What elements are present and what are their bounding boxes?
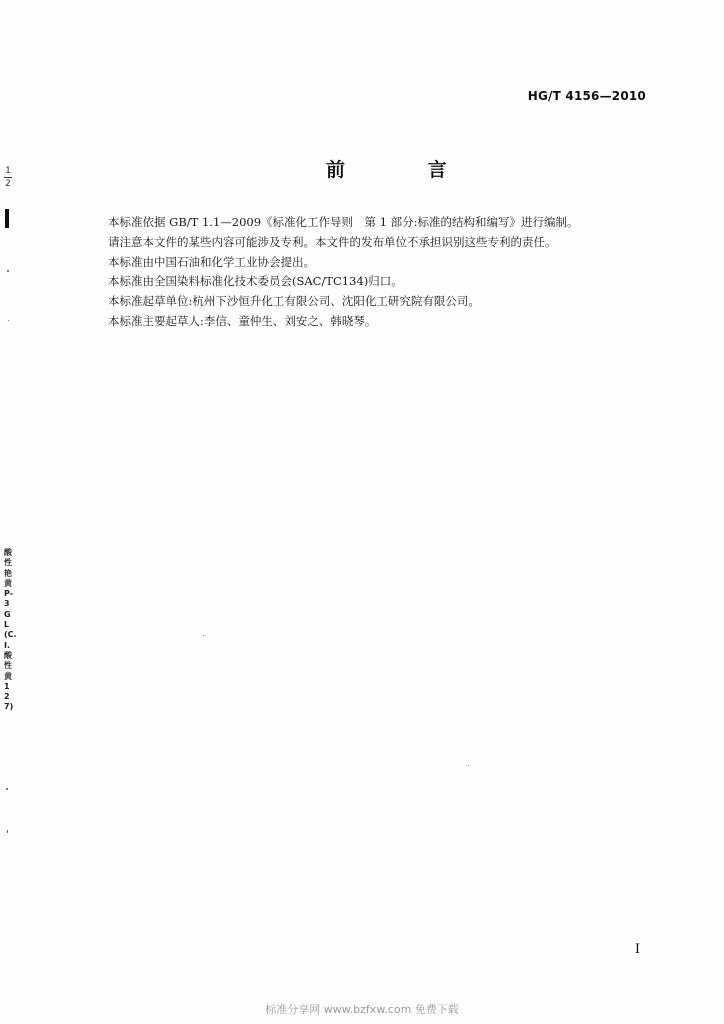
- scan-speck: [7, 830, 8, 833]
- paragraph-basis: 本标准依据 GB/T 1.1—2009《标准化工作导则 第 1 部分:标准的结构和编写》进行编制。: [108, 215, 579, 229]
- scan-speck: [468, 765, 469, 766]
- footer-watermark: 标准分享网 www.bzfxw.com 免费下载: [265, 1003, 459, 1016]
- scan-speck: [6, 788, 8, 790]
- scan-speck: [7, 270, 9, 272]
- paragraph-drafters: 本标准主要起草人:李信、童仲生、刘安之、韩晓琴。: [108, 313, 377, 328]
- paragraph-patent-notice: 请注意本文件的某些内容可能涉及专利。本文件的发布单位不承担识别这些专利的责任。: [108, 234, 557, 249]
- standard-number: HG/T 4156—2010: [527, 89, 646, 103]
- margin-mark: [5, 209, 9, 228]
- paragraph-drafting-organizations: 本标准起草单位:杭州下沙恒升化工有限公司、沈阳化工研究院有限公司。: [108, 294, 480, 309]
- paragraph-proposer: 本标准由中国石油和化学工业协会提出。: [108, 254, 315, 269]
- margin-fraction: [4, 166, 12, 189]
- scan-speck: [8, 320, 9, 321]
- paragraph-technical-committee: 本标准由全国染料标准化技术委员会(SAC/TC134)归口。: [108, 274, 403, 289]
- page-number: I: [634, 942, 640, 957]
- fraction-denominator: 2: [5, 179, 11, 189]
- scan-speck: [203, 635, 204, 636]
- foreword-body: [108, 213, 648, 332]
- fraction-numerator: 1: [5, 166, 11, 176]
- fraction-bar: [4, 177, 12, 178]
- margin-vertical-title: 酸性艳黄P-3GL(C.I.酸性黄127): [4, 548, 17, 712]
- page-title: 前 言: [326, 159, 485, 181]
